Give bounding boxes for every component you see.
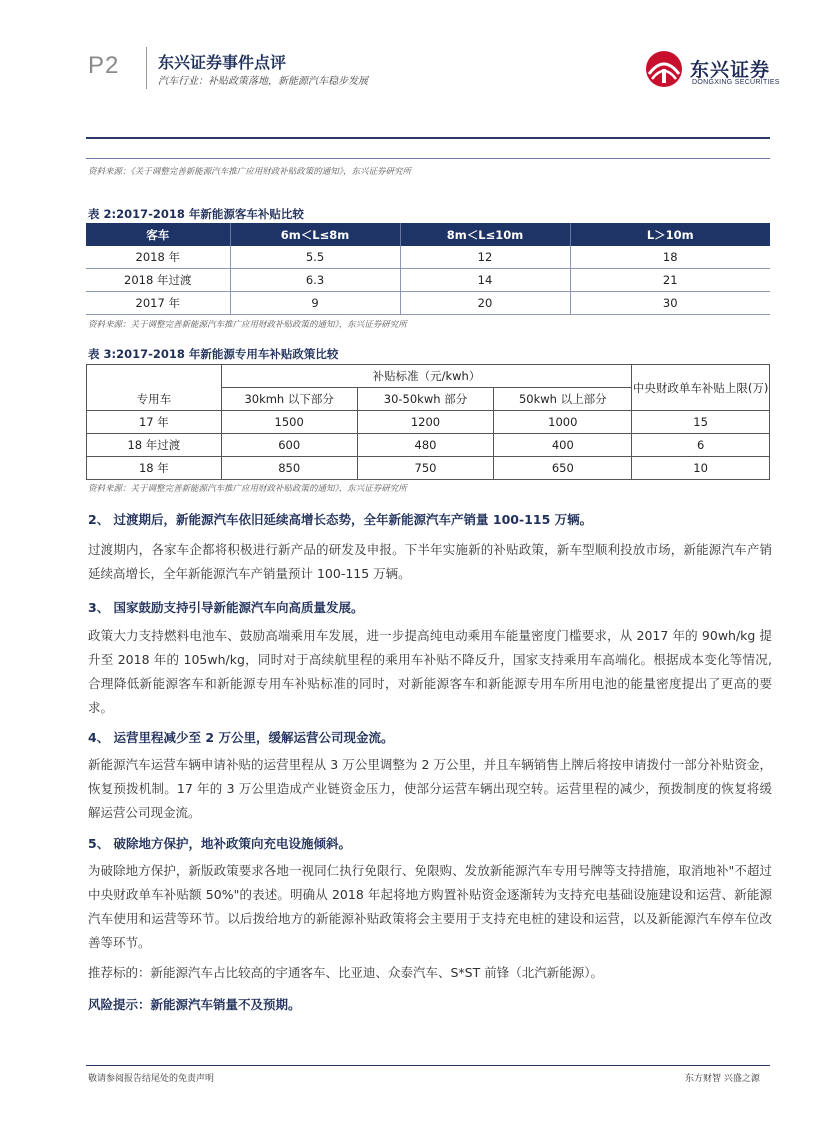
page-number: P2 — [88, 52, 120, 79]
table-header-cell: L＞10m — [570, 223, 770, 246]
table-cell: 1000 — [494, 411, 632, 434]
table-cell: 750 — [357, 457, 494, 480]
table-bottom-rule — [86, 158, 770, 159]
table-row — [87, 457, 770, 480]
table-cell: 20 — [400, 292, 570, 315]
table3-caption: 表 3:2017-2018 年新能源专用车补贴政策比较 — [88, 347, 339, 361]
table-cell: 650 — [494, 457, 632, 480]
table-cell: 1500 — [221, 411, 357, 434]
header-rule — [86, 137, 770, 139]
table-header-row — [86, 223, 770, 246]
table-cell: 2017 年 — [86, 292, 230, 315]
table-header-cell: 30-50kwh 部分 — [357, 388, 494, 411]
table-header-cell — [87, 365, 222, 388]
table-cell: 14 — [400, 269, 570, 292]
section-2-body: 过渡期内，各家车企都将积极进行新产品的研发及申报。下半年实施新的补贴政策，新车型顺利投放市场，新能源汽车产销延续高增长，全年新能源汽车产销量预计 100-115 万辆。 — [88, 542, 772, 581]
table-cell: 30 — [570, 292, 770, 315]
footer-slogan: 东方财智 兴盛之源 — [685, 1074, 760, 1084]
header-divider — [146, 47, 147, 89]
table-header-cell: 客车 — [86, 223, 230, 246]
table-cell: 1200 — [357, 411, 494, 434]
table2 — [86, 223, 770, 315]
table-cell: 21 — [570, 269, 770, 292]
table-cell: 15 — [632, 411, 770, 434]
table-cell: 600 — [221, 434, 357, 457]
logo-english: DONGXING SECURITIES — [692, 79, 780, 86]
footer-rule — [86, 1065, 770, 1066]
table2-caption: 表 2:2017-2018 年新能源客车补贴比较 — [88, 207, 304, 221]
section-4-body: 新能源汽车运营车辆申请补贴的运营里程从 3 万公里调整为 2 万公里，并且车辆销售上牌后将按申请拨付一部分补贴资金，恢复预拨机制。17 年的 3 万公里造成产业链资金压力，使部分运营车辆出现空转。运营里程的减少，预拨制度的恢复将缓解运营公司现金流。 — [88, 757, 772, 820]
table-cell: 2018 年 — [86, 246, 230, 269]
table-header-row — [87, 365, 770, 388]
table-cell: 2018 年过渡 — [86, 269, 230, 292]
disclaimer-note: 敬请参阅报告结尾处的免责声明 — [88, 1074, 215, 1084]
recommendation: 推荐标的：新能源汽车占比较高的宇通客车、比亚迪、众泰汽车、S*ST 前锋（北汽新能源）。 — [88, 965, 603, 980]
table3 — [86, 364, 770, 480]
table-header-cell: 专用车 — [87, 388, 222, 411]
table-cell: 18 — [570, 246, 770, 269]
table-row — [86, 269, 770, 292]
section-2-title: 2、 过渡期后，新能源汽车依旧延续高增长态势，全年新能源汽车产销量 100-115 万辆。 — [88, 512, 593, 527]
table-cell: 400 — [494, 434, 632, 457]
table-cell: 6.3 — [230, 269, 400, 292]
risk-warning: 风险提示：新能源汽车销量不及预期。 — [88, 997, 301, 1012]
table-cell: 480 — [357, 434, 494, 457]
report-title: 东兴证券事件点评 — [158, 53, 287, 72]
dongxing-logo-icon — [645, 50, 683, 88]
table-header-cell: 中央财政单车补贴上限(万) — [632, 365, 770, 411]
table3-source: 资料来源：关于调整完善新能源汽车推广应用财政补贴政策的通知》，东兴证券研究所 — [88, 484, 407, 494]
table-cell: 17 年 — [87, 411, 222, 434]
table-cell: 10 — [632, 457, 770, 480]
table-header-cell: 30kmh 以下部分 — [221, 388, 357, 411]
section-5-body: 为破除地方保护，新版政策要求各地一视同仁执行免限行、免限购、发放新能源汽车专用号牌等支持措施，取消地补"不超过中央财政单车补贴额 50%"的表述。明确从 2018 年起将地方购置补贴资金逐渐转为支持充电基础设施建设和运营、新能源汽车使用和运营等环节。以后拨给地方的新能源补贴政策将会主要用于支持充电桩的建设和运营，以及新能源汽车停车位改善等环节。 — [88, 863, 772, 950]
section-3-body: 政策大力支持燃料电池车、鼓励高端乘用车发展，进一步提高纯电动乘用车能量密度门槛要求，从 2017 年的 90wh/kg 提升至 2018 年的 105wh/kg，同时对于高续航里程的乘用车补贴不降反升，国家支持乘用车高端化。根据成本变化等情况,合理降低新能源客车和新能源专用车补贴标准的同时，对新能源客车和新能源专用车所用电池的能量密度提出了更高的要求。 — [88, 628, 772, 715]
table-cell: 18 年 — [87, 457, 222, 480]
table-cell: 18 年过渡 — [87, 434, 222, 457]
section-3-title: 3、 国家鼓励支持引导新能源汽车向高质量发展。 — [88, 600, 364, 615]
table-row — [86, 246, 770, 269]
source-note: 资料来源：《关于调整完善新能源汽车推广应用财政补贴政策的通知》，东兴证券研究所 — [88, 167, 412, 177]
section-4-title: 4、 运营里程减少至 2 万公里，缓解运营公司现金流。 — [88, 730, 394, 745]
table-header-cell: 补贴标准（元/kwh） — [221, 365, 631, 388]
table-cell: 5.5 — [230, 246, 400, 269]
table2-source: 资料来源：关于调整完善新能源汽车推广应用财政补贴政策的通知》，东兴证券研究所 — [88, 320, 407, 330]
table-header-cell: 6m＜L≤8m — [230, 223, 400, 246]
section-5-title: 5、 破除地方保护，地补政策向充电设施倾斜。 — [88, 836, 352, 851]
table-cell: 12 — [400, 246, 570, 269]
table-cell: 9 — [230, 292, 400, 315]
table-cell: 6 — [632, 434, 770, 457]
table-header-cell: 50kwh 以上部分 — [494, 388, 632, 411]
table-header-cell: 8m＜L≤10m — [400, 223, 570, 246]
logo-text: 东兴证券 — [690, 59, 771, 81]
table-row — [87, 434, 770, 457]
table-cell: 850 — [221, 457, 357, 480]
table-row — [86, 292, 770, 315]
table-row — [87, 411, 770, 434]
report-subtitle: 汽车行业：补贴政策落地，新能源汽车稳步发展 — [158, 76, 368, 87]
